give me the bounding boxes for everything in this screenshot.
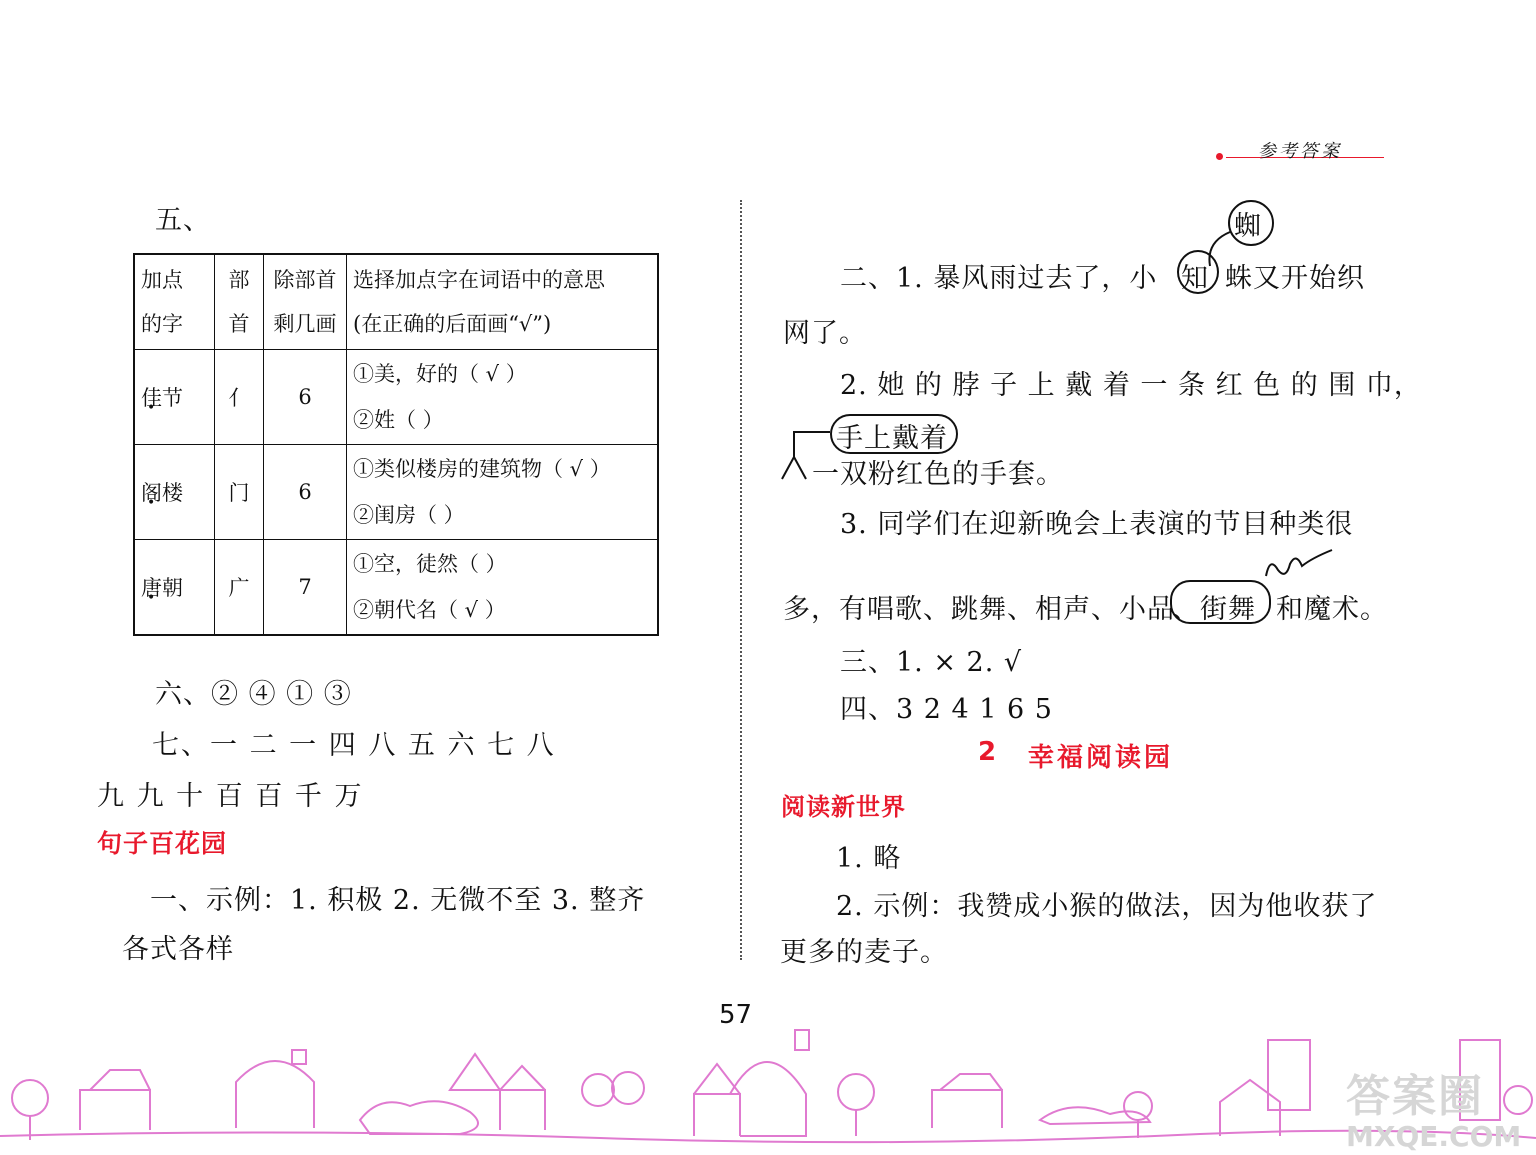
meaning-cell: ①空，徒然（ ） ②朝代名（ √ ） — [347, 540, 659, 636]
answer-3: 三、1. × 2. √ — [840, 647, 1023, 678]
answer-2-1-part-a: 二、1. 暴风雨过去了，小 — [840, 263, 1158, 294]
strokes-cell: 6 — [264, 445, 347, 540]
section-heading-reading-world: 阅读新世界 — [781, 793, 906, 821]
dotted-word: 唐朝 — [141, 576, 183, 600]
table-header-row — [134, 254, 658, 350]
radical-cell: 亻 — [215, 350, 264, 445]
header-title: 参考答案 — [1258, 141, 1342, 162]
table-row — [134, 540, 658, 636]
strokes-cell: 6 — [264, 350, 347, 445]
answer-2-3-part-c: 和魔术。 — [1276, 594, 1388, 625]
answer-2-3-circled: 、街舞 — [1172, 594, 1256, 625]
reading-answer-2-line-2: 更多的麦子。 — [780, 937, 948, 968]
column-divider — [740, 200, 742, 960]
answer-4: 四、3 2 4 1 6 5 — [840, 694, 1053, 725]
radical-cell: 广 — [215, 540, 264, 636]
reading-answer-1: 1. 略 — [836, 843, 902, 874]
dotted-word: 阁楼 — [141, 481, 183, 505]
question-5-label: 五、 — [155, 205, 211, 236]
sentence-answer-line-2: 各式各样 — [122, 934, 234, 965]
page-number: 57 — [719, 1000, 753, 1030]
answer-2-1-part-c: 网了。 — [783, 318, 867, 349]
answer-2-2-part-a: 2. 她 的 脖 子 上 戴 着 一 条 红 色 的 围 巾， — [840, 370, 1422, 401]
reading-answer-2-line-1: 2. 示例：我赞成小猴的做法，因为他收获了 — [836, 891, 1378, 922]
chapter-number: 2 — [978, 737, 1000, 767]
decorative-town-illustration — [0, 1010, 1536, 1155]
question-6-answer: 六、② ④ ① ③ — [155, 679, 352, 710]
table-row — [134, 350, 658, 445]
word-meaning-table — [133, 253, 659, 636]
watermark: 答案圈 MXQE.COM — [1346, 1071, 1522, 1153]
answer-2-1-part-b: 蛛又开始织 — [1225, 263, 1365, 294]
strokes-cell: 7 — [264, 540, 347, 636]
answer-2-2-insert: 手上戴着 — [836, 423, 948, 454]
correction-spider-char: 蜘 — [1234, 211, 1262, 242]
question-7-line-2: 九 九 十 百 百 千 万 — [97, 781, 364, 812]
header-dot — [1216, 153, 1223, 160]
answer-2-1-circled: 知 — [1181, 263, 1209, 294]
answer-2-3-part-b: 多，有唱歌、跳舞、相声、小品 — [783, 594, 1175, 625]
header-cell: 选择加点字在词语中的意思 (在正确的后面画“√”) — [347, 254, 659, 350]
answer-2-3-part-a: 3. 同学们在迎新晚会上表演的节目种类很 — [840, 509, 1354, 540]
radical-cell: 门 — [215, 445, 264, 540]
question-7-line-1: 七、一 二 一 四 八 五 六 七 八 — [152, 730, 556, 761]
header-cell: 除部首 剩几画 — [264, 254, 347, 350]
dotted-word: 佳节 — [141, 386, 183, 410]
meaning-cell: ①美，好的（ √ ） ②姓（ ） — [347, 350, 659, 445]
section-heading-sentence-garden: 句子百花园 — [97, 829, 228, 858]
header-cell: 部 首 — [215, 254, 264, 350]
table-row — [134, 445, 658, 540]
header-cell: 加点 的字 — [134, 254, 215, 350]
meaning-cell: ①类似楼房的建筑物（ √ ） ②闺房（ ） — [347, 445, 659, 540]
transpose-mark — [1262, 548, 1334, 580]
chapter-title: 幸福阅读园 — [1028, 743, 1174, 773]
sentence-answer-line-1: 一、示例：1. 积极 2. 无微不至 3. 整齐 — [150, 885, 646, 916]
answer-2-2-part-b: 一双粉红色的手套。 — [812, 459, 1064, 490]
